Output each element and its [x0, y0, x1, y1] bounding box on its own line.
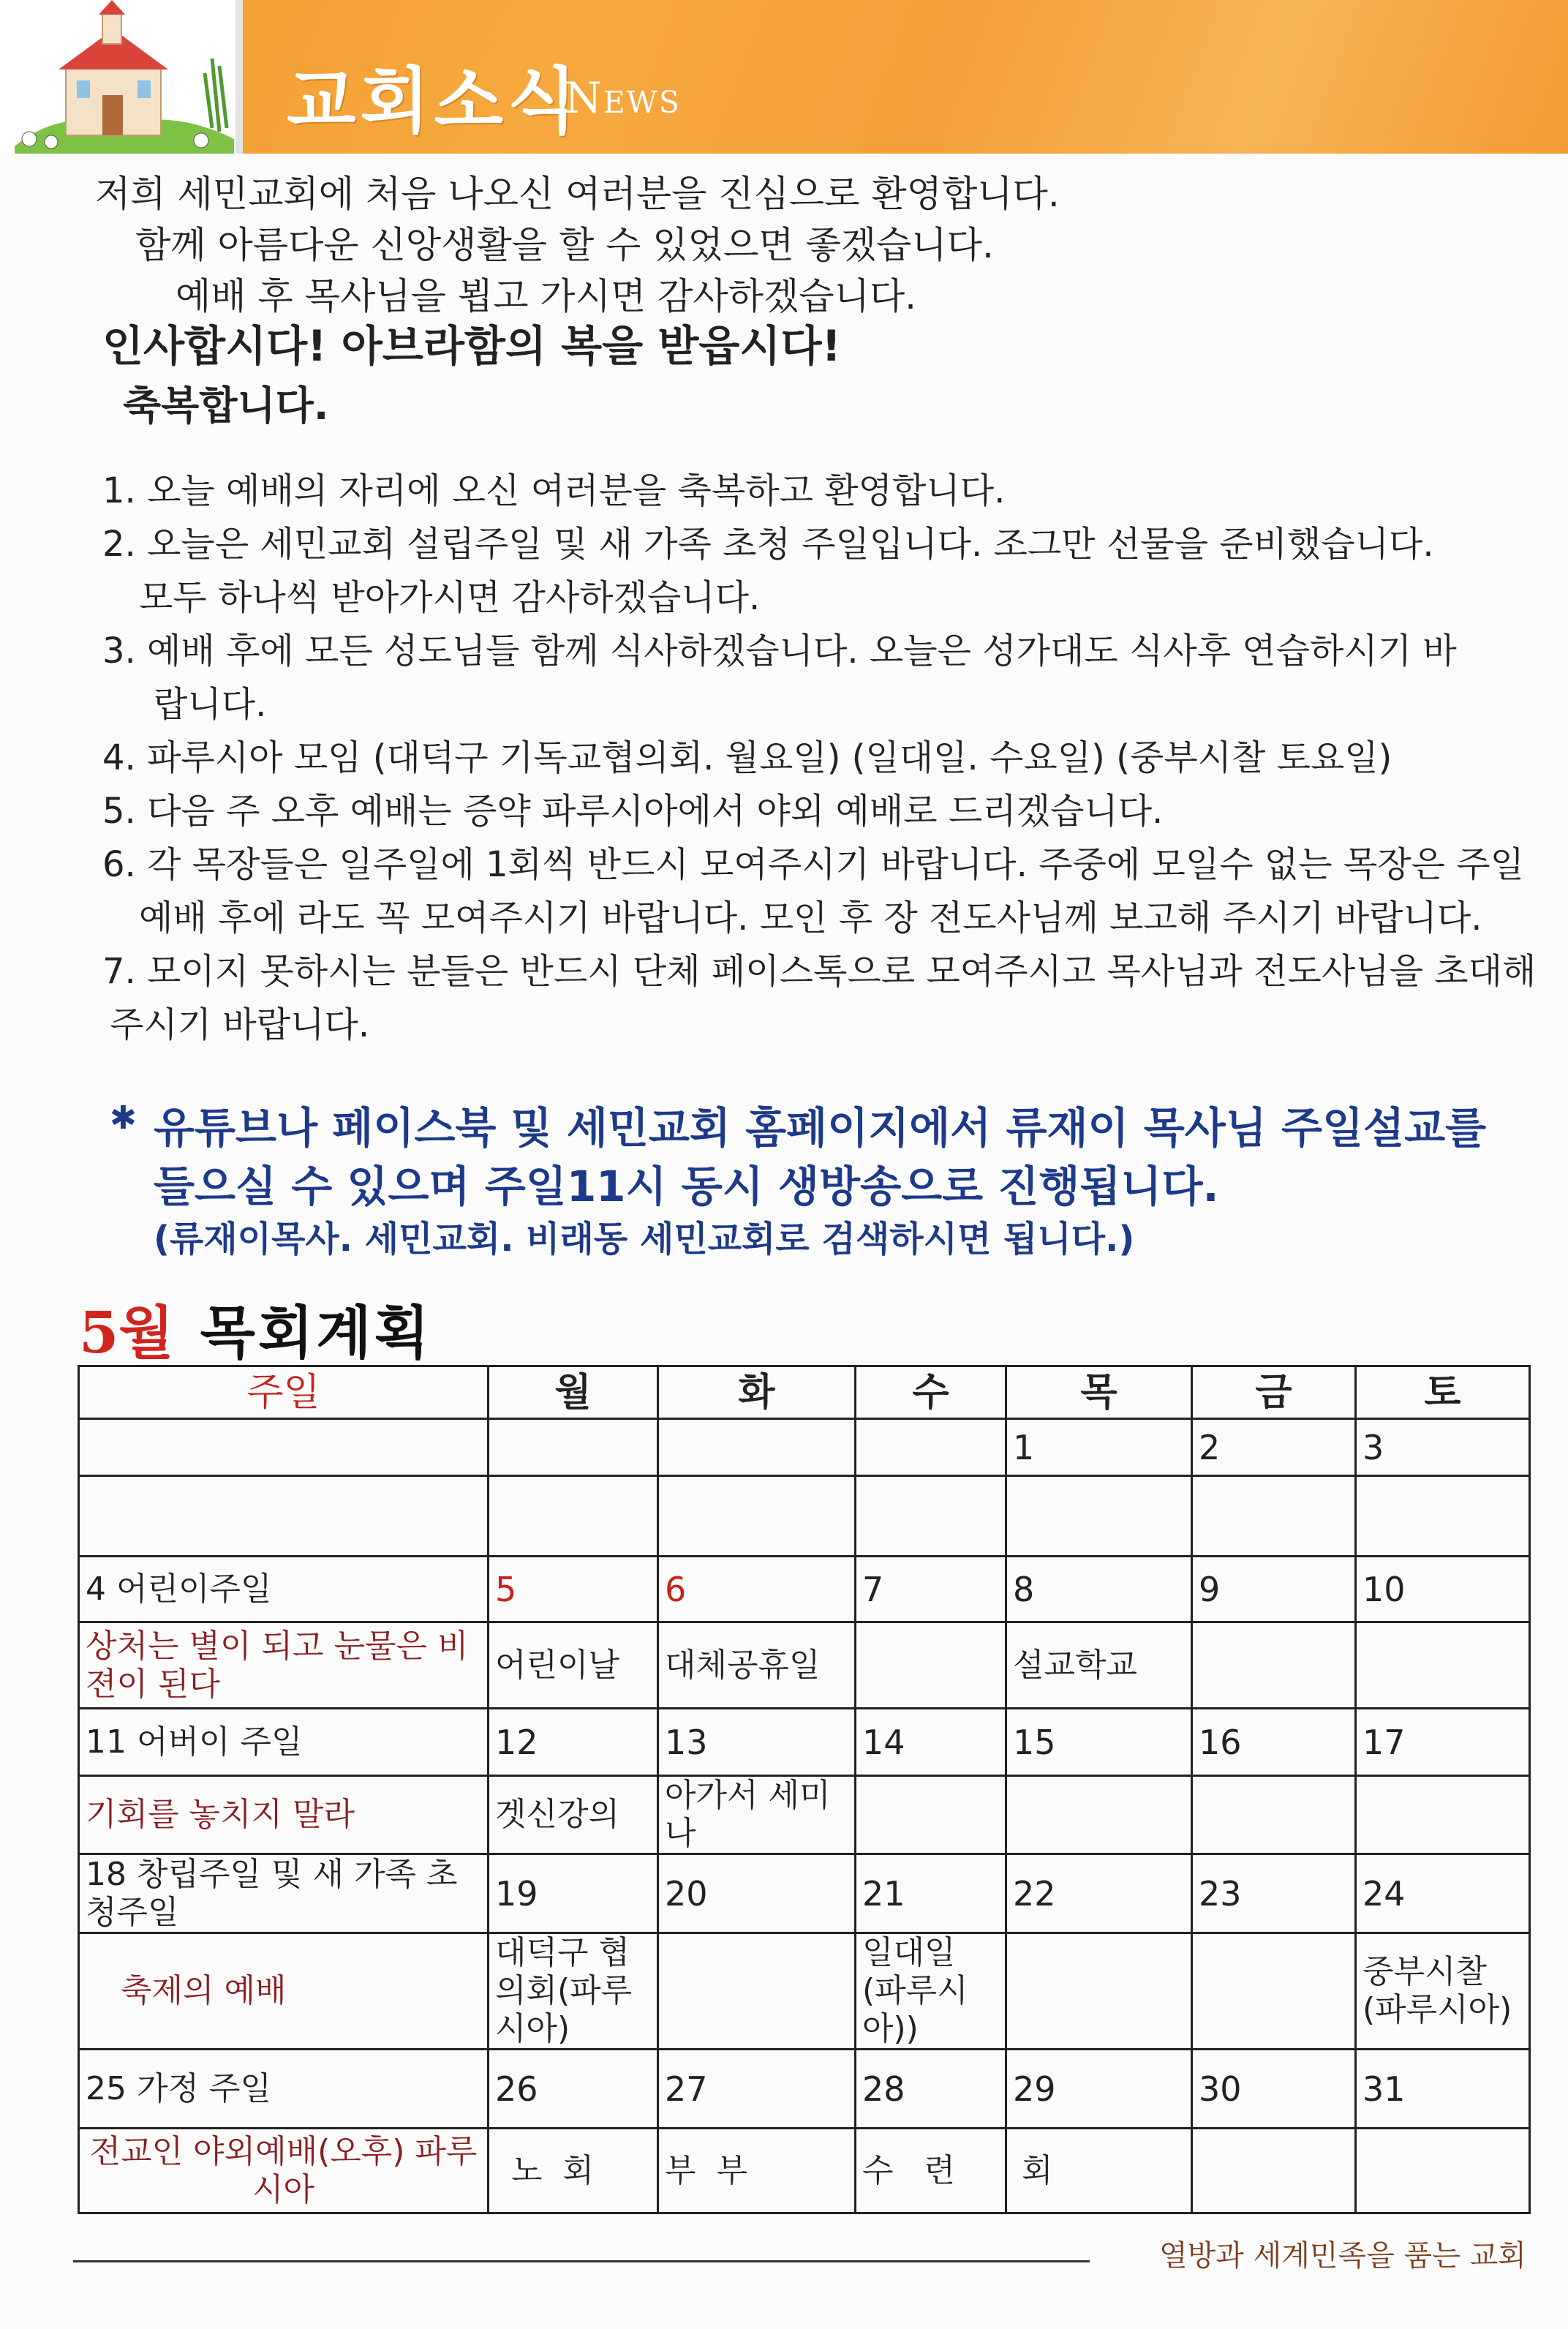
- table-row: [79, 1776, 1530, 1854]
- table-cell: [856, 1419, 1006, 1476]
- date-cell: 29: [1006, 2050, 1192, 2129]
- asterisk-icon: ✱: [110, 1099, 137, 1137]
- sunday-label-cell: 25 가정 주일: [79, 2050, 489, 2129]
- event-cell: 대덕구 협의회(파루시아): [489, 1933, 658, 2050]
- sermon-theme-cell: 축제의 예배: [79, 1933, 489, 2050]
- table-cell: [489, 1476, 658, 1557]
- event-cell: 부 부: [658, 2129, 856, 2213]
- date-cell: 8: [1006, 1557, 1192, 1622]
- event-cell: 일대일(파루시아)): [856, 1933, 1006, 2050]
- welcome-line: 함께 아름다운 신앙생활을 할 수 있었으면 좋겠습니다.: [135, 224, 994, 266]
- church-illustration: [0, 0, 241, 154]
- announcement-line: 4. 파루시아 모임 (대덕구 기독교협의회. 월요일) (일대일. 수요일) (중부시찰 토요일): [102, 737, 1392, 778]
- welcome-line: 저희 세민교회에 처음 나오신 여러분을 진심으로 환영합니다.: [95, 173, 1060, 215]
- sermon-theme-cell: 전교인 야외예배(오후) 파루시아: [79, 2129, 489, 2213]
- date-cell: 13: [658, 1709, 856, 1776]
- event-cell: [1006, 1933, 1192, 2050]
- announcement-line: 5. 다음 주 오후 예배는 증약 파루시아에서 야외 예배로 드리겠습니다.: [102, 791, 1164, 832]
- table-cell: [1356, 1476, 1530, 1557]
- event-cell: [1192, 1933, 1356, 2050]
- date-cell: 15: [1006, 1709, 1192, 1776]
- announcement-line: 6. 각 목장들은 일주일에 1회씩 반드시 모여주시기 바랍니다. 주중에 모일수 없는 목장은 주일: [102, 844, 1524, 885]
- announcement-line: 모두 하나씩 받아가시면 감사하겠습니다.: [139, 577, 761, 618]
- table-row: [79, 2129, 1530, 2213]
- date-cell: 3: [1356, 1419, 1530, 1476]
- date-cell: 23: [1192, 1854, 1356, 1933]
- sunday-label-cell: 4 어린이주일: [79, 1557, 489, 1622]
- announcement-line: 7. 모이지 못하시는 분들은 반드시 단체 페이스톡으로 모여주시고 목사님과 전도사님을 초대해: [102, 951, 1537, 992]
- table-cell: [856, 1476, 1006, 1557]
- date-cell: 28: [856, 2050, 1006, 2129]
- announcement-line: 3. 예배 후에 모든 성도님들 함께 식사하겠습니다. 오늘은 성가대도 식사후 연습하시기 바: [102, 631, 1457, 671]
- column-header-thursday: 목: [1006, 1366, 1192, 1419]
- calendar-month: 5월: [79, 1300, 174, 1366]
- date-cell: 19: [489, 1854, 658, 1933]
- column-header-wednesday: 수: [856, 1366, 1006, 1419]
- calendar-title: 목회계획: [200, 1301, 433, 1366]
- table-row: [79, 1476, 1530, 1557]
- table-row: [79, 1933, 1530, 2050]
- event-cell: [658, 1933, 856, 2050]
- table-cell: [1006, 1476, 1192, 1557]
- date-cell: 9: [1192, 1557, 1356, 1622]
- welcome-message: [95, 168, 1060, 322]
- date-cell: 27: [658, 2050, 856, 2129]
- page-title: 교회소식: [287, 60, 581, 143]
- date-cell: 5: [489, 1557, 658, 1622]
- table-row: [79, 1709, 1530, 1776]
- table-row: [79, 2050, 1530, 2129]
- footer-motto: 열방과 세계민족을 품는 교회: [1159, 2239, 1526, 2273]
- event-cell: [1192, 1622, 1356, 1709]
- broadcast-search-hint: (류재이목사. 세민교회. 비래동 세민교회로 검색하시면 됩니다.): [154, 1219, 1135, 1260]
- column-header-saturday: 토: [1356, 1366, 1530, 1419]
- event-cell: [856, 1622, 1006, 1709]
- event-cell: 회: [1006, 2129, 1192, 2213]
- event-cell: [1006, 1776, 1192, 1854]
- date-cell: 22: [1006, 1854, 1192, 1933]
- date-cell: 30: [1192, 2050, 1356, 2129]
- table-cell: [1192, 1476, 1356, 1557]
- broadcast-line: 유튜브나 페이스북 및 세민교회 홈페이지에서 류재이 목사님 주일설교를: [154, 1103, 1487, 1153]
- event-cell: [1192, 2129, 1356, 2213]
- event-cell: [856, 1776, 1006, 1854]
- event-cell: 대체공휴일: [658, 1622, 856, 1709]
- event-cell: 설교학교: [1006, 1622, 1192, 1709]
- column-header-monday: 월: [489, 1366, 658, 1419]
- table-cell: [79, 1476, 489, 1557]
- greeting-text: 인사합시다! 아브라함의 복을 받읍시다!: [102, 321, 841, 371]
- table-row: [79, 1557, 1530, 1622]
- announcement-line: 랍니다.: [154, 684, 267, 725]
- page-subtitle: News: [565, 73, 681, 123]
- event-cell: 어린이날: [489, 1622, 658, 1709]
- event-cell: [1356, 2129, 1530, 2213]
- date-cell: 14: [856, 1709, 1006, 1776]
- date-cell: 16: [1192, 1709, 1356, 1776]
- footer-divider: [73, 2260, 1090, 2262]
- table-cell: [489, 1419, 658, 1476]
- table-cell: [79, 1419, 489, 1476]
- date-cell: 6: [658, 1557, 856, 1622]
- date-cell: 17: [1356, 1709, 1530, 1776]
- event-cell: [1192, 1776, 1356, 1854]
- event-cell: 아가서 세미나: [658, 1776, 856, 1854]
- table-row: [79, 1622, 1530, 1709]
- date-cell: 21: [856, 1854, 1006, 1933]
- table-cell: [658, 1476, 856, 1557]
- date-cell: 12: [489, 1709, 658, 1776]
- announcement-line: 1. 오늘 예배의 자리에 오신 여러분을 축복하고 환영합니다.: [102, 470, 1006, 511]
- broadcast-line: 들으실 수 있으며 주일11시 동시 생방송으로 진행됩니다.: [154, 1162, 1219, 1211]
- event-cell: [1356, 1622, 1530, 1709]
- church-icon: [0, 0, 241, 154]
- sunday-label-cell: 11 어버이 주일: [79, 1709, 489, 1776]
- date-cell: 1: [1006, 1419, 1192, 1476]
- blessing-text: 축복합니다.: [123, 383, 329, 429]
- column-header-friday: 금: [1192, 1366, 1356, 1419]
- event-cell: 겟신강의: [489, 1776, 658, 1854]
- sunday-label-cell: 18 창립주일 및 새 가족 초청주일: [79, 1854, 489, 1933]
- table-cell: [658, 1419, 856, 1476]
- column-header-sunday: 주일: [79, 1366, 489, 1419]
- date-cell: 26: [489, 2050, 658, 2129]
- sermon-theme-cell: 기회를 놓치지 말라: [79, 1776, 489, 1854]
- date-cell: 10: [1356, 1557, 1530, 1622]
- announcement-line: 예배 후에 라도 꼭 모여주시기 바랍니다. 모인 후 장 전도사님께 보고해 주시기 바랍니다.: [139, 898, 1482, 938]
- table-header-row: [79, 1366, 1530, 1419]
- table-row: [79, 1854, 1530, 1933]
- date-cell: 24: [1356, 1854, 1530, 1933]
- date-cell: 2: [1192, 1419, 1356, 1476]
- header-divider: [235, 0, 243, 154]
- calendar-heading: [79, 1287, 432, 1369]
- date-cell: 7: [856, 1557, 1006, 1622]
- sermon-theme-cell: 상처는 별이 되고 눈물은 비젼이 된다: [79, 1622, 489, 1709]
- event-cell: 중부시찰(파루시아): [1356, 1933, 1530, 2050]
- announcement-list: [102, 464, 1537, 1052]
- event-cell: [1356, 1776, 1530, 1854]
- welcome-line: 예배 후 목사님을 뵙고 가시면 감사하겠습니다.: [176, 275, 917, 317]
- greeting-block: [102, 316, 841, 436]
- table-row: [79, 1419, 1530, 1476]
- announcement-line: 주시기 바랍니다.: [110, 1004, 370, 1045]
- date-cell: 31: [1356, 2050, 1530, 2129]
- announcement-line: 2. 오늘은 세민교회 설립주일 및 새 가족 초청 주일입니다. 조그만 선물을 준비했습니다.: [102, 524, 1434, 565]
- event-cell: 수 련: [856, 2129, 1006, 2213]
- date-cell: 20: [658, 1854, 856, 1933]
- monthly-plan-table: [78, 1365, 1531, 2214]
- column-header-tuesday: 화: [658, 1366, 856, 1419]
- event-cell: 노 회: [489, 2129, 658, 2213]
